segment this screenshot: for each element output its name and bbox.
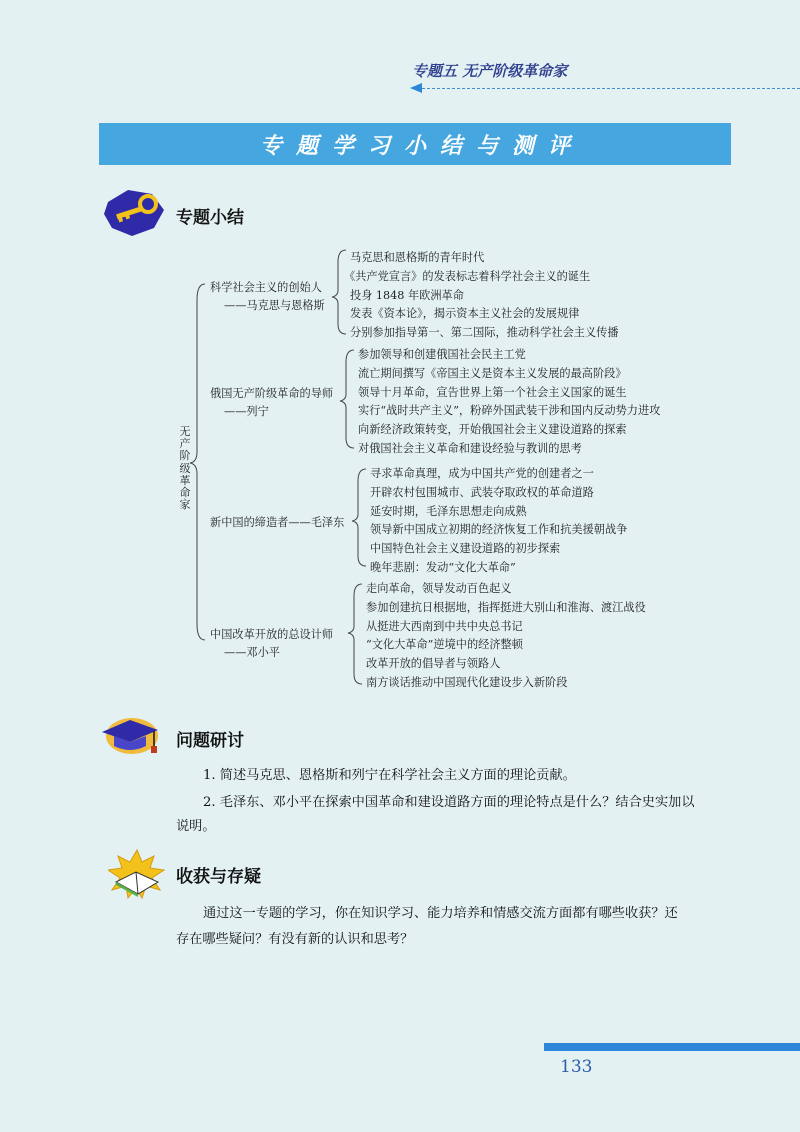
footer-bar (544, 1043, 800, 1051)
list-item: 马克思和恩格斯的青年时代 (350, 251, 485, 264)
branch-items-mao (370, 465, 627, 578)
list-item: 晚年悲剧：发动“文化大革命” (370, 560, 516, 574)
branch-topic-mao: 新中国的缔造者——毛泽东 (210, 516, 345, 529)
branch-topic-deng: 中国改革开放的总设计师 ——邓小平 (210, 628, 334, 659)
branch-items-lenin (358, 346, 660, 459)
reflection-text-line2: 存在哪些疑问？有没有新的认识和思考？ (176, 932, 414, 947)
list-item: 走向革命，领导发动百色起义 (366, 582, 512, 595)
list-item: 发表《资本论》，揭示资本主义社会的发展规律 (350, 307, 580, 321)
branch-items-deng (366, 580, 646, 693)
mind-map-root: 无 产 阶 级 革 命 家 (179, 425, 191, 512)
reflection-section-title: 收获与存疑 (176, 867, 261, 887)
list-item: 从挺进大西南到中共中央总书记 (366, 619, 523, 633)
page-number: 133 (560, 1057, 593, 1077)
list-item: “文化大革命”逆境中的经济整顿 (366, 638, 523, 652)
list-item: 对俄国社会主义革命和建设经验与教训的思考 (358, 441, 582, 455)
discussion-question-2-line2: 说明。 (176, 819, 216, 834)
list-item: 参加创建抗日根据地，指挥挺进大别山和淮海、渡江战役 (366, 600, 646, 614)
graduation-cap-icon (98, 714, 162, 758)
list-item: 《共产党宣言》的发表标志着科学社会主义的诞生 (344, 269, 591, 283)
branch-items-marx-engels (344, 249, 619, 343)
list-item: 改革开放的倡导者与领路人 (366, 657, 501, 671)
discussion-question-2-line1: 2. 毛泽东、邓小平在探索中国革命和建设道路方面的理论特点是什么？结合史实加以 (203, 795, 695, 810)
discussion-section-title: 问题研讨 (176, 731, 244, 751)
list-item: 流亡期间撰写《帝国主义是资本主义发展的最高阶段》 (358, 366, 627, 380)
summary-section-title: 专题小结 (176, 208, 244, 228)
list-item: 投身 1848 年欧洲革命 (350, 288, 464, 302)
list-item: 参加领导和创建俄国社会民主工党 (358, 348, 526, 361)
list-item: 分别参加指导第一、第二国际，推动科学社会主义传播 (350, 326, 619, 340)
list-item: 中国特色社会主义建设道路的初步探索 (370, 542, 561, 556)
banner-title: 专题学习小结与测评 (259, 133, 584, 159)
list-item: 延安时期，毛泽东思想走向成熟 (370, 504, 527, 518)
list-item: 实行“战时共产主义”，粉碎外国武装干涉和国内反动势力进攻 (358, 404, 661, 418)
branch-topic-lenin: 俄国无产阶级革命的导师 ——列宁 (210, 387, 334, 418)
list-item: 领导新中国成立初期的经济恢复工作和抗美援朝战争 (370, 523, 628, 537)
reflection-text-line1: 通过这一专题的学习，你在知识学习、能力培养和情感交流方面都有哪些收获？还 (203, 906, 678, 921)
list-item: 领导十月革命，宣告世界上第一个社会主义国家的诞生 (358, 385, 627, 399)
list-item: 开辟农村包围城市、武装夺取政权的革命道路 (370, 485, 594, 499)
discussion-question-1: 1. 简述马克思、恩格斯和列宁在科学社会主义方面的理论贡献。 (203, 768, 576, 783)
running-head: 专题五 无产阶级革命家 (412, 62, 568, 80)
list-item: 寻求革命真理，成为中国共产党的创建者之一 (370, 467, 594, 480)
branch-topic-marx-engels: 科学社会主义的创始人 ——马克思与恩格斯 (210, 281, 325, 312)
open-book-icon (108, 848, 166, 900)
list-item: 向新经济政策转变，开始俄国社会主义建设道路的探索 (358, 423, 627, 437)
list-item: 南方谈话推动中国现代化建设步入新阶段 (366, 675, 568, 689)
